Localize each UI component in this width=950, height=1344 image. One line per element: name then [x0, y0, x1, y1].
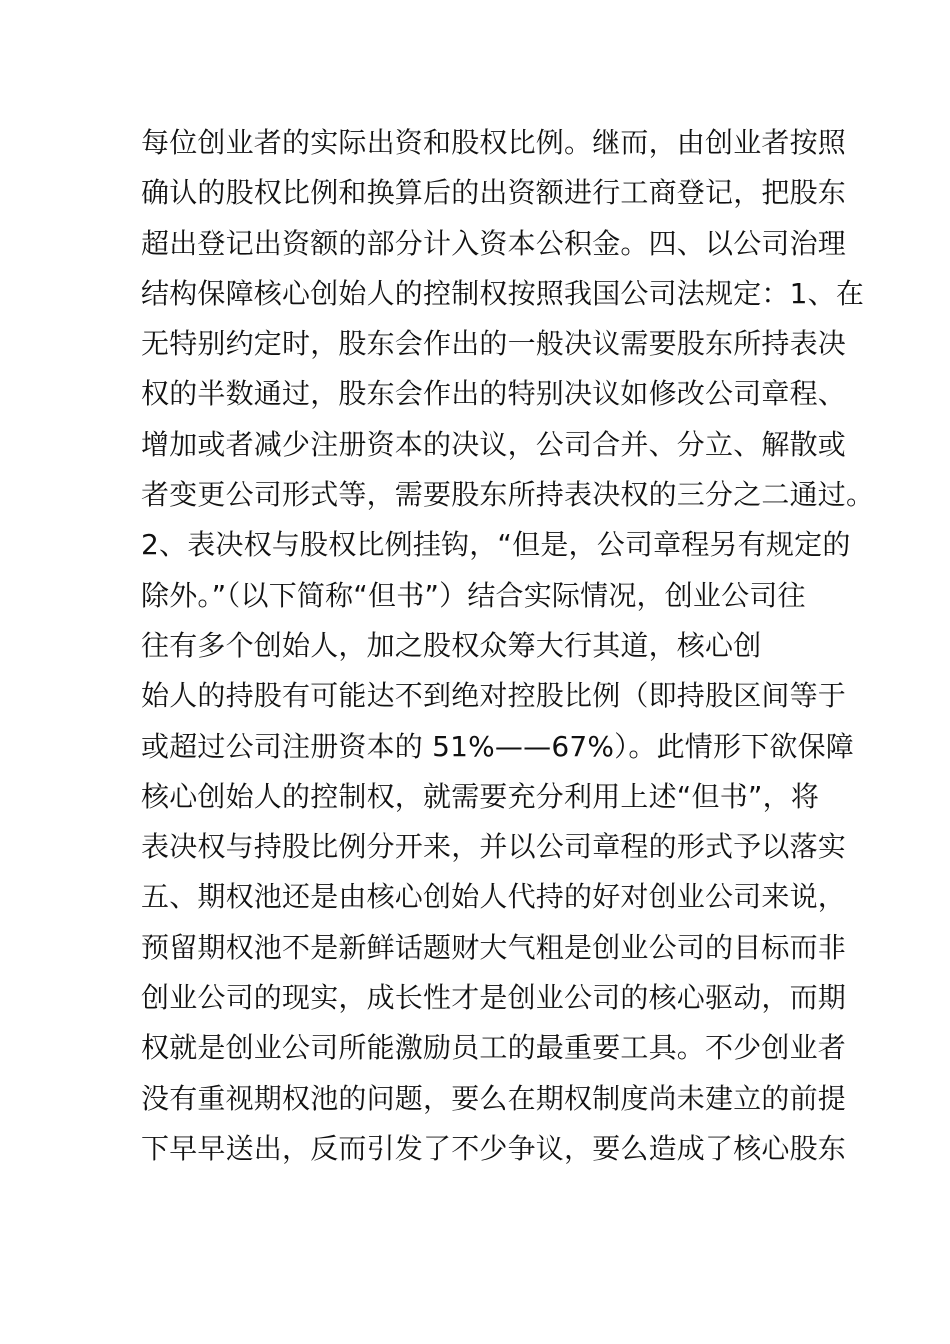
text-line: 增加或者减少注册资本的决议，公司合并、分立、解散或	[141, 427, 847, 461]
text-line: 始人的持股有可能达不到绝对控股比例（即持股区间等于	[141, 679, 847, 713]
text-line: 表决权与持股比例分开来，并以公司章程的形式予以落实	[141, 830, 847, 864]
text-line: 创业公司的现实，成长性才是创业公司的核心驱动，而期	[141, 981, 847, 1015]
text-line: 预留期权池不是新鲜话题财大气粗是创业公司的目标而非	[141, 930, 847, 964]
text-line: 确认的股权比例和换算后的出资额进行工商登记，把股东	[141, 176, 847, 210]
text-line: 结构保障核心创始人的控制权按照我国公司法规定：1、在	[141, 276, 865, 310]
text-line: 除外。”（以下简称“但书”）结合实际情况，创业公司往	[141, 578, 806, 612]
body-text	[141, 118, 881, 1174]
text-line: 或超过公司注册资本的 51%——67%）。此情形下欲保障	[141, 729, 854, 763]
text-line: 每位创业者的实际出资和股权比例。继而，由创业者按照	[141, 126, 847, 159]
text-line: 权就是创业公司所能激励员工的最重要工具。不少创业者	[141, 1031, 847, 1065]
text-line: 往有多个创始人，加之股权众筹大行其道，核心创	[141, 628, 762, 662]
text-line: 下早早送出，反而引发了不少争议，要么造成了核心股东	[141, 1131, 847, 1165]
text-line: 无特别约定时，股东会作出的一般决议需要股东所持表决	[141, 327, 847, 361]
text-line: 者变更公司形式等，需要股东所持表决权的三分之二通过。	[141, 478, 875, 512]
text-line: 五、期权池还是由核心创始人代持的好对创业公司来说，	[141, 880, 847, 914]
text-line: 核心创始人的控制权，就需要充分利用上述“但书”，将	[141, 779, 820, 813]
text-line: 没有重视期权池的问题，要么在期权制度尚未建立的前提	[141, 1081, 847, 1115]
text-line: 超出登记出资额的部分计入资本公积金。四、以公司治理	[141, 226, 847, 260]
text-line: 2、表决权与股权比例挂钩，“但是，公司章程另有规定的	[141, 528, 851, 562]
text-line: 权的半数通过，股东会作出的特别决议如修改公司章程、	[141, 377, 847, 411]
